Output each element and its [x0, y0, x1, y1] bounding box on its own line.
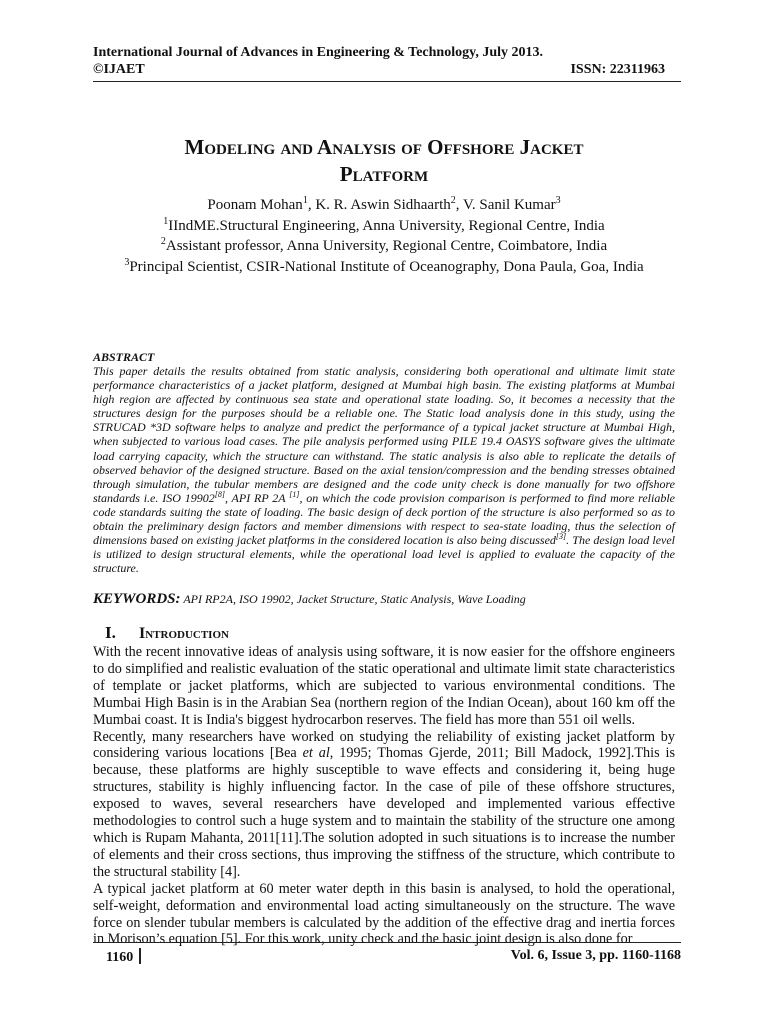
journal-name: International Journal of Advances in Engineering & Technology, July 2013.: [93, 45, 544, 60]
page-number-wrap: [93, 948, 141, 966]
paragraph-2: [93, 729, 675, 881]
header-meta: [93, 61, 665, 78]
affiliation-2-text: Assistant professor, Anna University, Regional Centre, Coimbatore, India: [165, 238, 608, 254]
author-3: , V. Sanil Kumar: [455, 197, 556, 213]
page-number-bar: [139, 948, 141, 964]
abstract-part-1: This paper details the results obtained from static analysis, considering both operational and ultimate limit state performance characteristics of a jacket platform, designed at Mumbai high basin. The existing platforms at Mumbai high region are affected by continuous sea state and operational state loading. So, it becomes a necessity that the structures design for the purposes should be a reliable one. The Static load analysis done in this study, using the STRUCAD *3D software helps to analyze and predict the performance of a typical jacket structure at Mumbai High, when subjected to various load cases. The pile analysis performed using PILE 19.4 OASYS software gives the ultimate load carrying capacity, which the structure can withstand. The static analysis is also able to replicate the details of observed behavior of the designed structure. Based on the axial tension/compression and the bending stresses obtained through simulation, the tubular members are designed and the code unity check is done manually for two offshore standards i.e. ISO 19902: [93, 364, 675, 505]
section-number: I.: [105, 623, 116, 642]
author-1-sup: 1: [302, 195, 308, 206]
section-heading: [105, 623, 229, 643]
affiliation-1-sup: 1: [163, 215, 169, 227]
paragraph-1: With the recent innovative ideas of analysis using software, it is now easier for the offshore engineers to do simplified and realistic evaluation of the static operational and ultimate limit state characteristics of template or jacket platforms, which are subjected to various environmental conditions. The Mumbai High Basin is in the Arabian Sea (northern region of the Indian Ocean), about 160 km off the Mumbai coast. It is India's biggest hydrocarbon reserves. The field has more than 551 oil wells.: [93, 644, 675, 728]
footer-rule: [93, 942, 681, 943]
paragraph-2-a: Recently, many researchers have worked on studying the reliability of existing jacket platform by considering various locations [Bea: [93, 728, 675, 762]
affiliation-3: [93, 257, 675, 278]
abstract-part-3: , on which the code provision comparison is performed to find more reliable code standards suiting the state of loading. The basic design of deck portion of the structure is also performed so as to obtain the preliminary design factors and member dimensions with respect to sea-state loading, thus the selection of dimensions based on existing jacket platforms in the considered location is also being discussed: [93, 490, 675, 548]
abstract-text: [93, 364, 675, 575]
keywords: [93, 591, 675, 608]
author-list: [93, 195, 675, 216]
affiliation-2: [93, 236, 675, 257]
volume-info: Vol. 6, Issue 3, pp. 1160-1168: [510, 948, 681, 963]
paper-title: [93, 134, 675, 188]
paragraph-2-b: , 1995; Thomas Gjerde, 2011; Bill Madock, 1992].This is because, these platforms are highly susceptible to wave effects and considering it, being huge structures, stability is highly influencing factor. In the case of pile of these offshore structures, exposed to waves, several researchers have developed and implemented various effective methodologies to control such a huge system and to maintain the stability of the structure one among which is Rupam Mahanta, 2011[11].The solution adopted in such situations is to increase the number of elements and their cross sections, thus improving the stiffness of the structure, which contribute to the structural stability [4].: [93, 745, 675, 880]
keywords-label: KEYWORDS:: [93, 591, 181, 607]
page-footer: [93, 948, 681, 966]
author-2: , K. R. Aswin Sidhaarth: [307, 197, 451, 213]
affiliation-3-sup: 3: [124, 256, 130, 268]
title-line-1: Modeling and Analysis of Offshore Jacket: [184, 135, 584, 159]
affiliation-3-text: Principal Scientist, CSIR-National Institute of Oceanography, Dona Paula, Goa, India: [129, 258, 644, 275]
affiliation-1-text: IIndME.Structural Engineering, Anna University, Regional Centre, India: [168, 217, 605, 234]
title-line-2: Platform: [339, 162, 429, 186]
introduction-body: [93, 644, 675, 948]
journal-header: [93, 44, 665, 78]
affiliation-2-sup: 2: [160, 236, 166, 247]
citation-8: [8]: [214, 489, 225, 499]
header-rule: [93, 81, 681, 82]
author-block: [93, 195, 675, 277]
abstract-part-2: , API RP 2A: [224, 490, 290, 505]
et-al: et al: [302, 745, 330, 762]
section-title: Introduction: [139, 625, 229, 642]
author-2-sup: 2: [450, 195, 456, 206]
author-3-sup: 3: [555, 195, 561, 206]
abstract-part-4: . The design load level is utilized to design structural elements, while the operational load level is applied to evaluate the capacity of the structure.: [93, 533, 676, 576]
abstract-heading: ABSTRACT: [93, 350, 155, 364]
citation-3: [3]: [555, 532, 567, 542]
author-1: Poonam Mohan: [207, 197, 303, 213]
paragraph-3: A typical jacket platform at 60 meter water depth in this basin is analysed, to hold the operational, self-weight, deformation and environmental load acting simultaneously on the structure. The wave force on slender tubular members is calculated by the addition of the effective drag and inertia forces in Morison’s equation [5]. For this work, unity check and the basic joint design is also done for: [93, 880, 675, 948]
keywords-text: API RP2A, ISO 19902, Jacket Structure, Static Analysis, Wave Loading: [180, 592, 526, 606]
citation-1: [1]: [289, 489, 300, 499]
page-number: 1160: [106, 950, 134, 965]
affiliation-1: [93, 216, 675, 237]
issn: ISSN: 22311963: [570, 62, 665, 77]
copyright: ©IJAET: [93, 62, 145, 77]
